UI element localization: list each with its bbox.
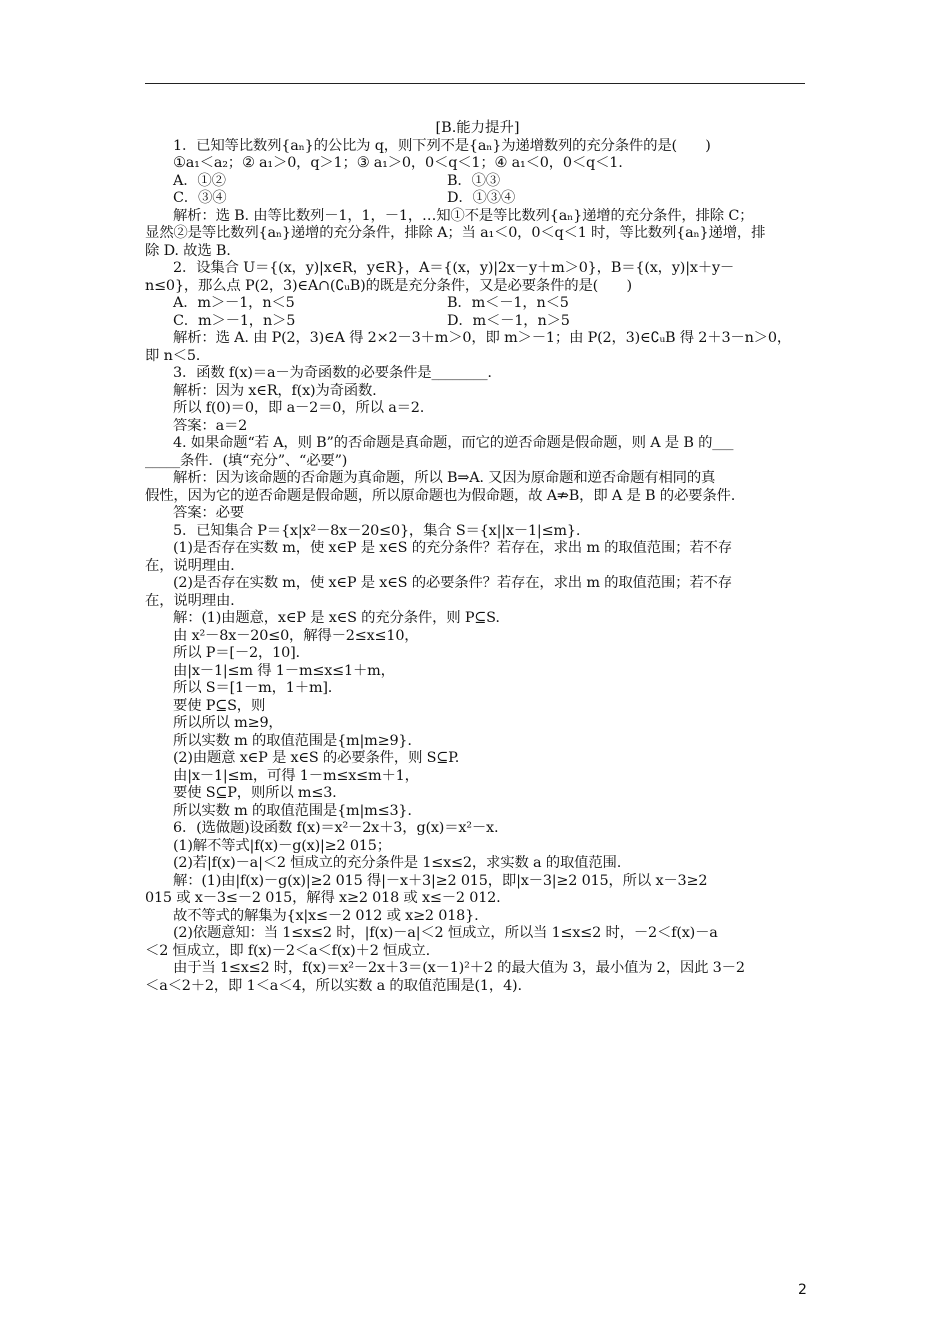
text-line: (1)是否存在实数 m，使 x∈P 是 x∈S 的充分条件？若存在，求出 m 的取值范围；若不存 (173, 540, 732, 556)
header-rule (145, 83, 805, 84)
text-line: 要使 P⊆S，则 (173, 697, 266, 714)
text-line: 6．(选做题)设函数 f(x)＝x²－2x＋3，g(x)＝x²－x. (173, 820, 499, 836)
text-line: 所以 f(0)＝0，即 a－2＝0，所以 a＝2. (173, 400, 425, 416)
text-line: 所以 S＝[1－m，1＋m]. (173, 680, 333, 696)
text-line: 解析：选 A. 由 P(2，3)∈A 得 2×2－3＋m＞0，即 m＞－1；由 P(2，3)∈∁ᵤB 得 2＋3－n＞0， (173, 330, 792, 346)
text-line: 故不等式的解集为{x|x≤－2 012 或 x≥2 018}. (173, 907, 479, 924)
option-text: D．①③④ (447, 190, 516, 206)
text-line: 要使 S⊆P，则所以 m≤3. (173, 785, 337, 801)
option-text: A．m＞－1，n＜5 (173, 295, 295, 311)
option-text: C．m＞－1，n＞5 (173, 312, 296, 329)
option-text: D．m＜－1，n＞5 (447, 312, 570, 329)
text-line: 所以所以 m≥9， (173, 715, 283, 731)
text-line: 所以实数 m 的取值范围是{m|m≥9}. (173, 732, 412, 749)
option-text: A．①② (173, 172, 226, 189)
text-line: (2)由题意 x∈P 是 x∈S 的必要条件，则 S⊆P. (173, 750, 460, 766)
text-line: 由|x－1|≤m 得 1－m≤x≤1＋m， (173, 662, 395, 679)
text-line: 假性，因为它的逆否命题是假命题，所以原命题也为假命题，故 A⇏B，即 A 是 B 的必要条件. (145, 487, 736, 504)
text-line: ＜a＜2＋2，即 1＜a＜4，所以实数 a 的取值范围是(1，4). (145, 977, 522, 994)
text-line: (1)解不等式|f(x)－g(x)|≥2 015； (173, 837, 391, 854)
text-line: 在，说明理由. (145, 592, 235, 609)
text-line: 4. 如果命题“若 A，则 B”的否命题是真命题，而它的逆否命题是假命题，则 A 是 B 的___ (173, 435, 734, 451)
text-line: 解析：因为 x∈R，f(x)为奇函数. (173, 382, 377, 399)
document-body (145, 120, 810, 995)
text-line: (2)是否存在实数 m，使 x∈P 是 x∈S 的必要条件？若存在，求出 m 的取值范围；若不存 (173, 575, 732, 591)
page-number: 2 (798, 1282, 807, 1298)
options-row (145, 190, 810, 208)
text-line: 解析：选 B. 由等比数列－1，1，－1，…知①不是等比数列{aₙ}递增的充分条件，排除 C； (173, 207, 754, 224)
text-line: 即 n＜5. (145, 347, 201, 364)
text-line: 解析：因为该命题的否命题为真命题，所以 B⇒A. 又因为原命题和逆否命题有相同的真 (173, 470, 716, 486)
text-line: 所以 P＝[－2，10]. (173, 645, 300, 661)
options-row (145, 295, 810, 313)
option-text: B．m＜－1，n＜5 (447, 295, 569, 311)
text-line: 5．已知集合 P＝{x|x²－8x－20≤0}，集合 S＝{x||x－1|≤m}. (173, 522, 581, 539)
text-line: 解：(1)由题意，x∈P 是 x∈S 的充分条件，则 P⊆S. (173, 610, 500, 626)
section-title: [B.能力提升] (435, 120, 520, 136)
text-line: 显然②是等比数列{aₙ}递增的充分条件，排除 A；当 a₁＜0，0＜q＜1 时，等比数列{aₙ}递增，排 (145, 225, 766, 241)
option-text: B．①③ (447, 172, 500, 189)
text-line: 所以实数 m 的取值范围是{m|m≤3}. (173, 802, 412, 819)
options-row (145, 173, 810, 191)
text-line: 1．已知等比数列{aₙ}的公比为 q，则下列不是{aₙ}为递增数列的充分条件的是( ) (173, 137, 711, 154)
text-line: ①a₁＜a₂；② a₁＞0，q＞1；③ a₁＞0，0＜q＜1；④ a₁＜0，0＜q＜1. (173, 155, 623, 171)
text-line: 答案：a＝2 (173, 417, 248, 434)
text-line: 由|x－1|≤m，可得 1－m≤x≤m＋1， (173, 767, 419, 784)
text-line: 由 x²－8x－20≤0，解得－2≤x≤10， (173, 627, 419, 644)
option-text: C．③④ (173, 190, 227, 206)
text-line: _____条件．(填“充分”、“必要”) (145, 452, 348, 469)
text-line: (2)若|f(x)－a|＜2 恒成立的充分条件是 1≤x≤2，求实数 a 的取值范围. (173, 855, 622, 871)
text-line: ＜2 恒成立，即 f(x)－2＜a＜f(x)＋2 恒成立. (145, 942, 430, 959)
text-line: 答案：必要 (173, 505, 244, 521)
text-line: 015 或 x－3≤－2 015，解得 x≥2 018 或 x≤－2 012. (145, 890, 501, 906)
text-line: 3．函数 f(x)＝a－为奇函数的必要条件是________. (173, 365, 492, 381)
text-line: n≤0}，那么点 P(2，3)∈A∩(∁ᵤB)的既是充分条件，又是必要条件的是( ) (145, 277, 632, 294)
text-line: 解：(1)由|f(x)－g(x)|≥2 015 得|－x＋3|≥2 015，即|x－3|≥2 015，所以 x－3≥2 (173, 872, 708, 889)
text-lines (145, 138, 810, 996)
text-line: 在，说明理由. (145, 557, 235, 574)
text-line: 2．设集合 U＝{(x，y)|x∈R，y∈R}，A＝{(x，y)|2x－y＋m＞0}，B＝{(x，y)|x＋y－ (173, 260, 735, 276)
options-row (145, 313, 810, 331)
text-line: 除 D. 故选 B. (145, 242, 231, 259)
text-line: (2)依题意知：当 1≤x≤2 时，|f(x)－a|＜2 恒成立，所以当 1≤x≤2 时，－2＜f(x)－a (173, 925, 718, 941)
text-line: 由于当 1≤x≤2 时，f(x)＝x²－2x＋3＝(x－1)²＋2 的最大值为 3，最小值为 2，因此 3－2 (173, 960, 745, 976)
